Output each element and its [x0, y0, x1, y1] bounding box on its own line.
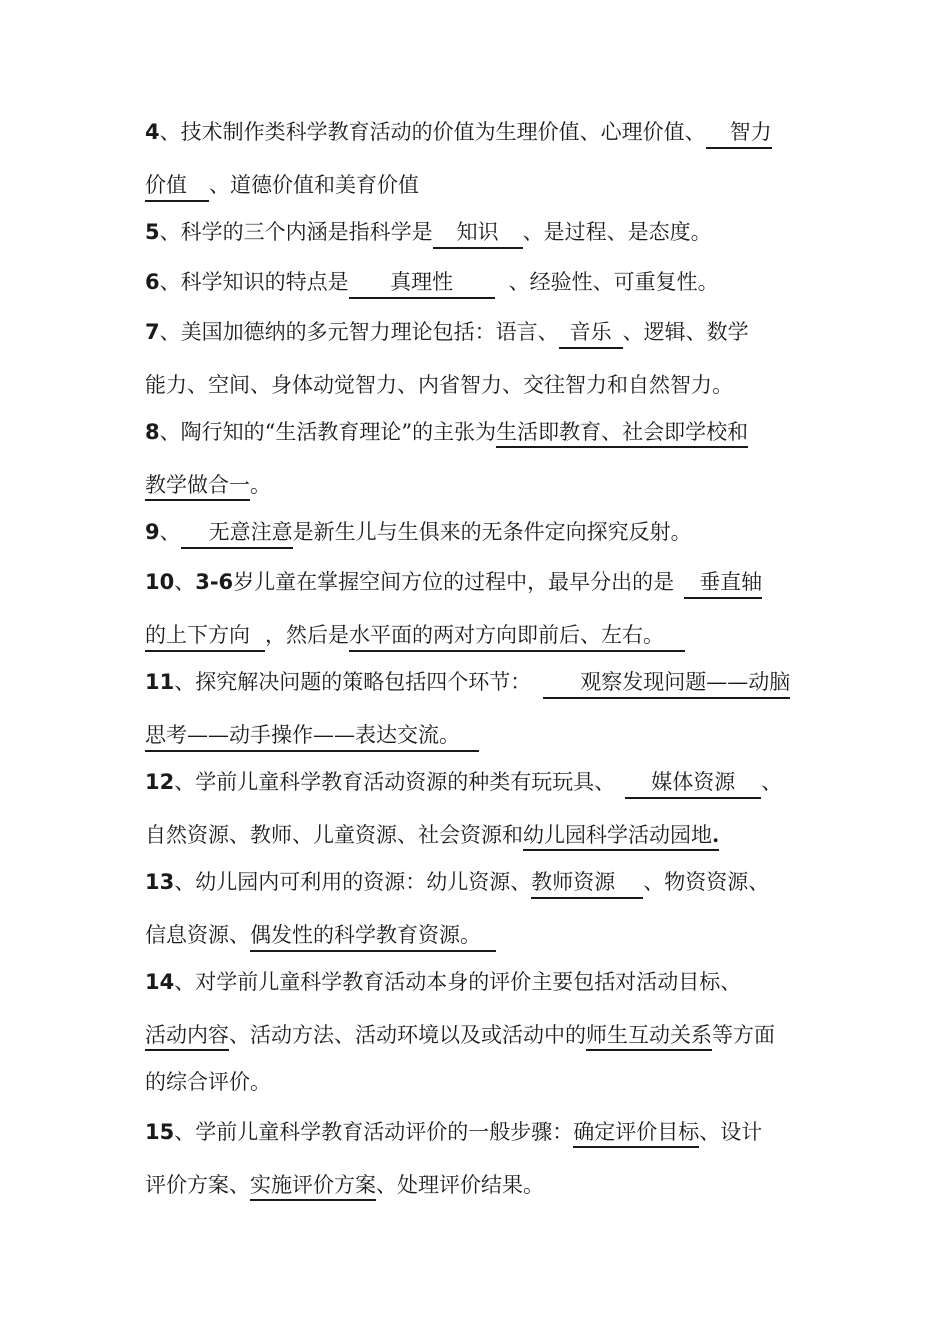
item-14-line-2: [145, 1020, 775, 1050]
item-4-line-1: 4、技术制作类科学教育活动的价值为生理价值、心理价值、 智力: [145, 117, 772, 149]
blank-answer: 无意注意: [181, 517, 293, 549]
item-text: 探究解决问题的策略包括四个环节：: [195, 670, 532, 694]
item-number: 5: [145, 220, 160, 244]
item-8-line-1: 8、陶行知的“生活教育理论”的主张为生活即教育、社会即学校和: [145, 417, 748, 447]
item-text: 技术制作类科学教育活动的价值为生理价值、心理价值、: [180, 120, 706, 144]
item-text: ，然后是: [265, 623, 349, 647]
blank-answer: 知识: [433, 217, 523, 249]
item-number: 6: [145, 270, 160, 294]
item-text: 等方面: [712, 1023, 775, 1047]
item-text: 、物资资源、: [643, 870, 770, 894]
item-text: 。: [250, 473, 271, 497]
item-text: 学前儿童科学教育活动资源的种类有玩玩具、: [195, 770, 616, 794]
item-number: 8: [145, 420, 160, 444]
item-7-line-1: 7、美国加德纳的多元智力理论包括：语言、 音乐 、逻辑、数学: [145, 317, 749, 349]
blank-answer: 确定评价目标: [573, 1120, 699, 1148]
blank-answer: 实施评价方案: [250, 1173, 376, 1201]
item-11-line-1: 11、探究解决问题的策略包括四个环节： 观察发现问题——动脑: [145, 667, 790, 699]
item-number: 11: [145, 670, 175, 694]
blank-answer: 音乐: [559, 317, 623, 349]
item-text: 、是过程、是态度。: [522, 220, 712, 244]
item-text: 评价方案、: [145, 1173, 250, 1197]
item-text: 对学前儿童科学教育活动本身的评价主要包括对活动目标、: [195, 970, 742, 994]
item-text: 、经验性、可重复性。: [508, 270, 719, 294]
item-12-line-2: [145, 820, 719, 850]
blank-answer: 活动内容: [145, 1023, 229, 1051]
blank-answer: 智力: [706, 117, 772, 149]
item-number: 12: [145, 770, 175, 794]
blank-answer: 教师资源: [531, 867, 643, 899]
item-number: 7: [145, 320, 160, 344]
item-number: 10: [145, 570, 175, 594]
age-range: 3-6: [195, 570, 234, 594]
item-5-line-1: 5、科学的三个内涵是指科学是 知识 、是过程、是态度。: [145, 217, 712, 249]
item-number: 15: [145, 1120, 175, 1144]
blank-answer: 幼儿园科学活动园地: [523, 823, 712, 851]
item-text: 科学的三个内涵是指科学是: [180, 220, 433, 244]
item-9-line-1: 9、 无意注意是新生儿与生俱来的无条件定向探究反射。: [145, 517, 692, 549]
item-8-line-2: [145, 470, 271, 500]
item-13-line-1: 13、幼儿园内可利用的资源：幼儿资源、教师资源 、物资资源、: [145, 867, 769, 899]
blank-answer: 水平面的两对方向即前后、左右。: [349, 620, 685, 652]
blank-answer: 教学做合一: [145, 473, 250, 501]
item-number: 9: [145, 520, 160, 544]
item-number: 4: [145, 120, 160, 144]
item-number: 13: [145, 870, 175, 894]
blank-answer: 思考——动手操作——表达交流。: [145, 720, 479, 752]
blank-answer: 师生互动关系: [586, 1023, 712, 1051]
item-14-line-1: 14、对学前儿童科学教育活动本身的评价主要包括对活动目标、: [145, 970, 742, 994]
item-11-line-2: [145, 720, 479, 752]
blank-answer: 媒体资源: [625, 767, 761, 799]
item-4-line-2: [145, 170, 419, 202]
blank-answer: 垂直轴: [684, 567, 762, 599]
blank-answer-period: .: [712, 822, 719, 851]
blank-answer: 的上下方向: [145, 620, 265, 652]
item-text: 自然资源、教师、儿童资源、社会资源和: [145, 823, 523, 847]
blank-answer: 真理性: [349, 267, 495, 299]
item-13-line-2: [145, 920, 496, 952]
blank-answer: 生活即教育、社会即学校和: [496, 420, 748, 448]
item-10-line-2: [145, 620, 685, 652]
item-text: 信息资源、: [145, 923, 250, 947]
item-text: 陶行知的“生活教育理论”的主张为: [180, 420, 497, 444]
item-15-line-1: 15、学前儿童科学教育活动评价的一般步骤：确定评价目标、设计: [145, 1117, 762, 1147]
blank-answer: 偶发性的科学教育资源。: [250, 920, 496, 952]
blank-answer: 价值: [145, 170, 209, 202]
blank-answer: 观察发现问题——动脑: [543, 667, 790, 699]
item-15-line-2: [145, 1170, 544, 1200]
item-text: 、: [761, 770, 783, 794]
item-10-line-1: 10、3-6岁儿童在掌握空间方位的过程中，最早分出的是 垂直轴: [145, 567, 762, 599]
item-text: 学前儿童科学教育活动评价的一般步骤：: [195, 1120, 574, 1144]
item-text: 、设计: [699, 1120, 763, 1144]
item-text: 是新生儿与生俱来的无条件定向探究反射。: [292, 520, 692, 544]
item-text: 、活动方法、活动环境以及或活动中的: [229, 1023, 586, 1047]
item-text: 、道德价值和美育价值: [209, 173, 419, 197]
item-text: 能力、空间、身体动觉智力、内省智力、交往智力和自然智力。: [145, 373, 733, 397]
item-text: 岁儿童在掌握空间方位的过程中，最早分出的是: [233, 570, 675, 594]
item-text: 、处理评价结果。: [376, 1173, 544, 1197]
item-12-line-1: 12、学前儿童科学教育活动资源的种类有玩玩具、 媒体资源 、: [145, 767, 782, 799]
item-6-line-1: 6、科学知识的特点是 真理性 、经验性、可重复性。: [145, 267, 719, 299]
item-number: 14: [145, 970, 175, 994]
item-14-line-3: [145, 1067, 271, 1097]
item-text: 的综合评价。: [145, 1070, 271, 1094]
item-text: 幼儿园内可利用的资源：幼儿资源、: [195, 870, 532, 894]
item-text: 科学知识的特点是: [180, 270, 349, 294]
item-7-line-2: [145, 370, 733, 400]
item-text: 、逻辑、数学: [622, 320, 749, 344]
item-text: 美国加德纳的多元智力理论包括：语言、: [180, 320, 559, 344]
